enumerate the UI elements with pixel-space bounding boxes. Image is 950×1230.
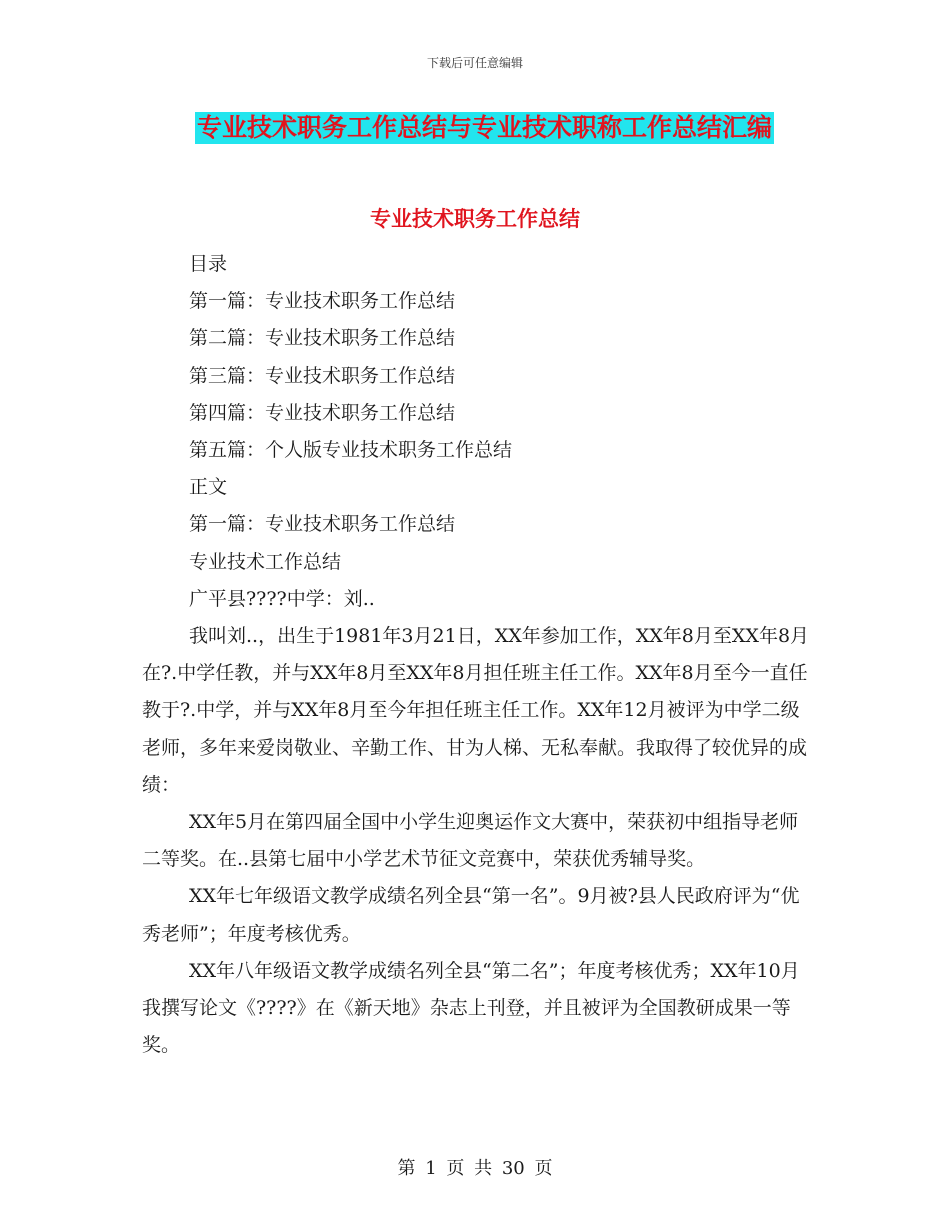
- section-label: 正文: [189, 476, 228, 499]
- page-footer: 第 1 页 共 30 页: [397, 1158, 553, 1179]
- body-paragraph: XX年七年级语文教学成绩名列全县“第一名”。9月被?县人民政府评为“优秀老师”；年度考核优秀。: [142, 885, 800, 945]
- author-line: 广平县????中学：刘..: [189, 587, 375, 610]
- toc-heading: 目录: [189, 253, 228, 275]
- doc-heading: 专业技术工作总结: [189, 550, 342, 573]
- toc-item: 第三篇：专业技术职务工作总结: [189, 364, 456, 387]
- body-paragraph: XX年5月在第四届全国中小学生迎奥运作文大赛中，荣获初中组指导老师二等奖。在..县第七届中小学艺术节征文竞赛中，荣获优秀辅导奖。: [142, 811, 799, 871]
- toc-item: 第四篇：专业技术职务工作总结: [189, 401, 456, 424]
- toc-item: 第二篇：专业技术职务工作总结: [189, 327, 456, 350]
- document-title: 专业技术职务工作总结与专业技术职称工作总结汇编: [197, 113, 773, 142]
- body-paragraph: 我叫刘..，出生于1981年3月21日，XX年参加工作，XX年8月至XX年8月在?.中学任教，并与XX年8月至XX年8月担任班主任工作。XX年8月至今一直任教于?.中学，并与XX年8月至今年担任班主任工作。XX年12月被评为中学二级老师，多年来爱岗敬业、辛勤工作、甘为人梯、无私奉献。我取得了较优异的成绩：: [142, 625, 810, 796]
- article-title: 第一篇：专业技术职务工作总结: [189, 513, 456, 536]
- body-paragraph: XX年八年级语文教学成绩名列全县“第二名”；年度考核优秀；XX年10月我撰写论文《????》在《新天地》杂志上刊登，并且被评为全国教研成果一等奖。: [142, 959, 800, 1057]
- toc-item: 第一篇：专业技术职务工作总结: [189, 290, 456, 313]
- section-title: 专业技术职务工作总结: [370, 206, 580, 231]
- toc-item: 第五篇：个人版专业技术职务工作总结: [189, 439, 513, 462]
- header-note: 下载后可任意编辑: [426, 56, 523, 70]
- document-body: [142, 246, 812, 1064]
